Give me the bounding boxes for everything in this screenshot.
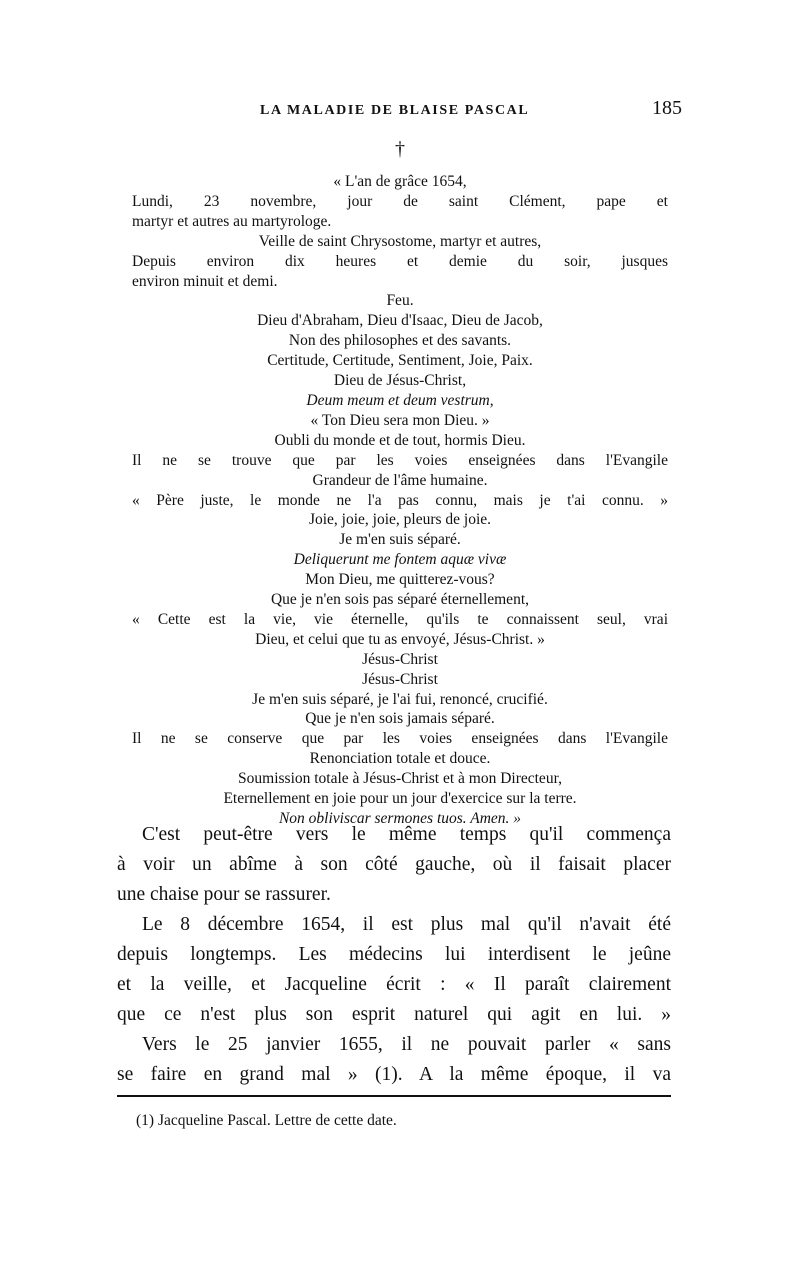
memorial-line: Que je n'en sois jamais séparé. bbox=[305, 710, 495, 728]
memorial-line: Soumission totale à Jésus-Christ et à mon Directeur, bbox=[238, 770, 562, 788]
memorial-line: Je m'en suis séparé. bbox=[339, 531, 461, 549]
body-paragraph bbox=[117, 1030, 671, 1090]
memorial-line: « Père juste, le monde ne l'a pas connu, mais je t'ai connu. » bbox=[132, 491, 668, 509]
body-line: Le 8 décembre 1654, il est plus mal qu'il n'avait été bbox=[142, 914, 671, 935]
memorial-line: Je m'en suis séparé, je l'ai fui, renoncé, crucifié. bbox=[252, 690, 548, 708]
memorial-line: martyr et autres au martyrologe. bbox=[132, 212, 332, 230]
body-line: et la veille, et Jacqueline écrit : « Il paraît clairement bbox=[117, 974, 671, 995]
memorial-line: Non obliviscar sermones tuos. Amen. » bbox=[278, 810, 522, 827]
memorial-line: Grandeur de l'âme humaine. bbox=[312, 471, 488, 489]
body-line: Vers le 25 janvier 1655, il ne pouvait parler « sans bbox=[142, 1034, 671, 1055]
memorial-line: Non des philosophes et des savants. bbox=[288, 332, 512, 350]
memorial-line: environ minuit et demi. bbox=[132, 272, 278, 290]
footnote: (1) Jacqueline Pascal. Lettre de cette date. bbox=[136, 1112, 397, 1129]
page-number: 185 bbox=[652, 97, 682, 119]
body-line: se faire en grand mal » (1). A la même époque, il va bbox=[117, 1064, 671, 1085]
body-paragraph bbox=[117, 910, 671, 1030]
body-line: à voir un abîme à son côté gauche, où il faisait placer bbox=[117, 854, 671, 875]
memorial-line: Oubli du monde et de tout, hormis Dieu. bbox=[274, 431, 526, 449]
memorial-line: Jésus-Christ bbox=[362, 670, 438, 688]
memorial-line: Certitude, Certitude, Sentiment, Joie, Paix. bbox=[267, 352, 533, 370]
body-line: depuis longtemps. Les médecins lui interdisent le jeûne bbox=[117, 944, 671, 965]
body-paragraph bbox=[117, 820, 671, 910]
memorial-line: Dieu de Jésus-Christ, bbox=[333, 372, 467, 390]
memorial-line: Il ne se conserve que par les voies enseignées dans l'Evangile bbox=[132, 730, 668, 748]
page-header bbox=[132, 97, 682, 123]
memorial-line: Que je n'en sois pas séparé éternellement, bbox=[270, 591, 529, 609]
body-line: une chaise pour se rassurer. bbox=[117, 884, 331, 905]
memorial-line: Feu. bbox=[386, 292, 414, 310]
memorial-line: Lundi, 23 novembre, jour de saint Clément, pape et bbox=[132, 192, 668, 210]
footnote-rule bbox=[117, 1095, 671, 1097]
cross-symbol: † bbox=[395, 138, 405, 160]
body-line: que ce n'est plus son esprit naturel qui agit en lui. » bbox=[117, 1004, 671, 1025]
memorial-line: « Cette est la vie, vie éternelle, qu'ils te connaissent seul, vrai bbox=[132, 610, 668, 628]
memorial-line: Eternellement en joie pour un jour d'exercice sur la terre. bbox=[223, 790, 577, 808]
memorial-line: Renonciation totale et douce. bbox=[309, 750, 491, 768]
memorial-line: Deliquerunt me fontem aquæ vivæ bbox=[293, 551, 507, 569]
body-text bbox=[117, 820, 671, 1090]
running-title: LA MALADIE DE BLAISE PASCAL bbox=[260, 103, 530, 118]
memorial-line: Depuis environ dix heures et demie du soir, jusques bbox=[132, 252, 668, 270]
body-line: C'est peut-être vers le même temps qu'il commença bbox=[142, 824, 671, 845]
memorial-line: « L'an de grâce 1654, bbox=[333, 173, 467, 190]
memorial-line: Dieu, et celui que tu as envoyé, Jésus-Christ. » bbox=[255, 630, 545, 648]
memorial-line: Il ne se trouve que par les voies enseignées dans l'Evangile bbox=[132, 451, 668, 469]
memorial-line: « Ton Dieu sera mon Dieu. » bbox=[310, 411, 490, 429]
memorial-line: Jésus-Christ bbox=[362, 650, 438, 668]
memorial-line: Mon Dieu, me quitterez-vous? bbox=[305, 571, 495, 589]
memorial-line: Veille de saint Chrysostome, martyr et autres, bbox=[258, 232, 542, 250]
memorial-line: Dieu d'Abraham, Dieu d'Isaac, Dieu de Jacob, bbox=[257, 312, 543, 330]
pascal-memorial bbox=[132, 172, 668, 829]
memorial-line: Deum meum et deum vestrum, bbox=[306, 391, 494, 409]
memorial-line: Joie, joie, joie, pleurs de joie. bbox=[308, 511, 492, 529]
